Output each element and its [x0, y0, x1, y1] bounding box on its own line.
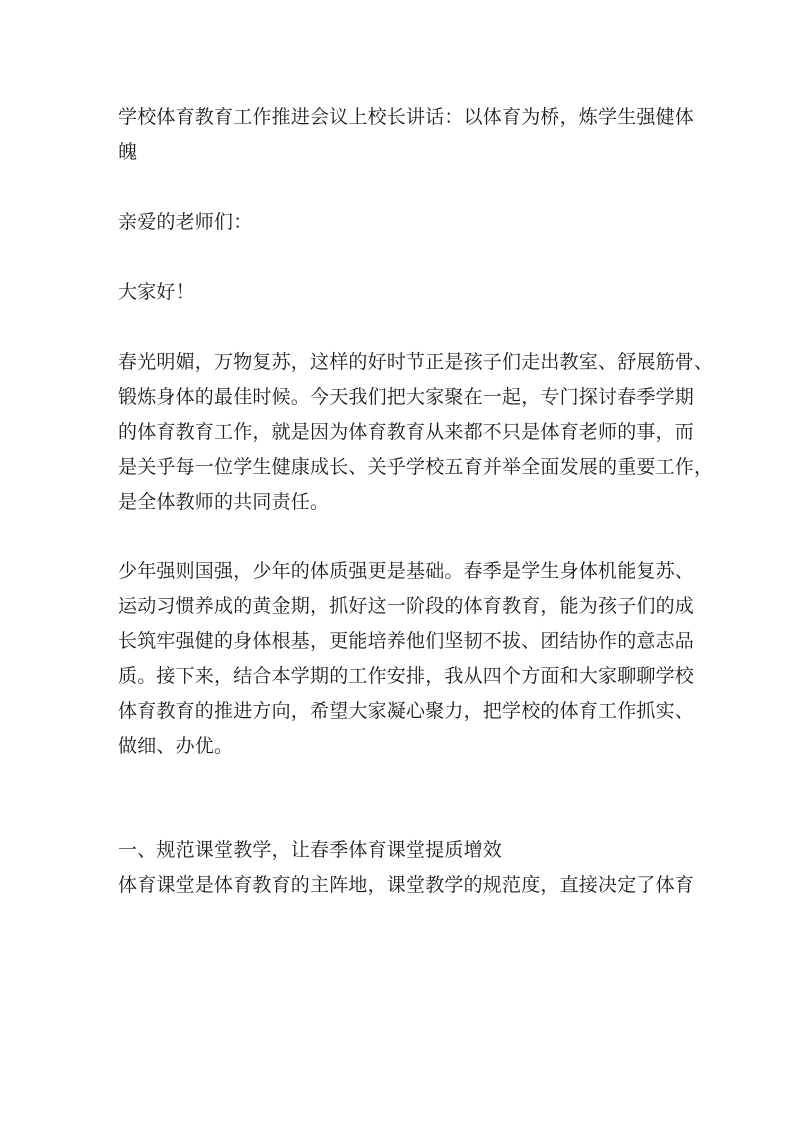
- document-title-line-2: 魄: [118, 141, 138, 163]
- paragraph2-line: 体育教育的推进方向，希望大家凝心聚力，把学校的体育工作抓实、: [118, 700, 695, 722]
- paragraph1-line: 是全体教师的共同责任。: [118, 491, 330, 513]
- paragraph1-line: 春光明媚，万物复苏，这样的好时节正是孩子们走出教室、舒展筋骨、: [118, 351, 714, 373]
- paragraph1-line: 是关乎每一位学生健康成长、关乎学校五育并举全面发展的重要工作，: [118, 456, 714, 478]
- document-title-line-1: 学校体育教育工作推进会议上校长讲话：以体育为桥，炼学生强健体: [118, 106, 695, 128]
- greeting: 大家好！: [118, 281, 195, 303]
- paragraph1-line: 锻炼身体的最佳时候。今天我们把大家聚在一起，专门探讨春季学期: [118, 386, 695, 408]
- paragraph2-line: 质。接下来，结合本学期的工作安排，我从四个方面和大家聊聊学校: [118, 665, 695, 687]
- paragraph2-line: 做细、办优。: [118, 735, 234, 757]
- paragraph1-line: 的体育教育工作，就是因为体育教育从来都不只是体育老师的事，而: [118, 421, 695, 443]
- section1-line: 体育课堂是体育教育的主阵地，课堂教学的规范度，直接决定了体育: [118, 874, 695, 896]
- paragraph2-line: 长筑牢强健的身体根基，更能培养他们坚韧不拔、团结协作的意志品: [118, 630, 695, 652]
- paragraph2-line: 运动习惯养成的黄金期，抓好这一阶段的体育教育，能为孩子们的成: [118, 595, 695, 617]
- section1-heading: 一、规范课堂教学，让春季体育课堂提质增效: [118, 839, 503, 861]
- salutation: 亲爱的老师们：: [118, 211, 253, 233]
- paragraph2-line: 少年强则国强，少年的体质强更是基础。春季是学生身体机能复苏、: [118, 560, 695, 582]
